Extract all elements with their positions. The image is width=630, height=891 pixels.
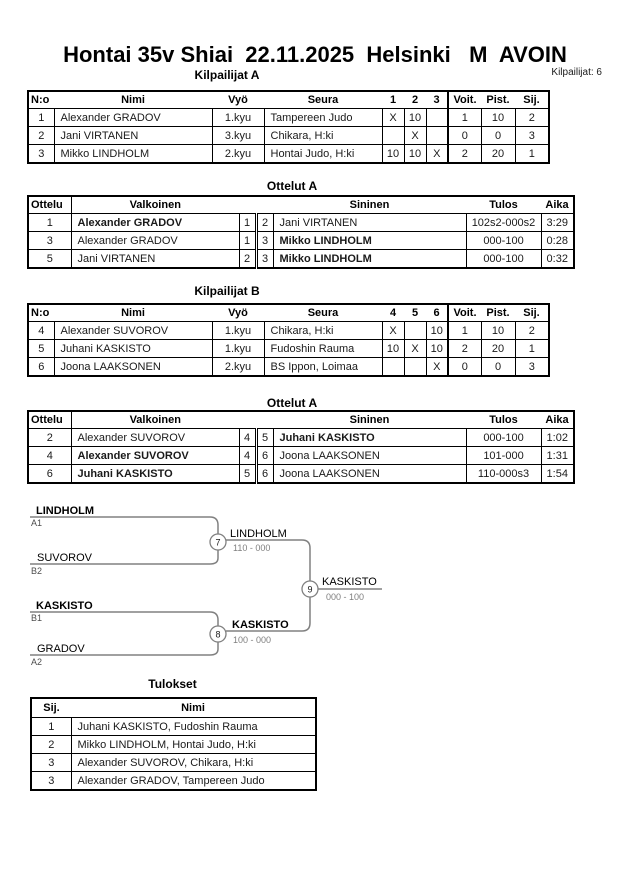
match-8-number: 8 [215,629,221,640]
blue-name-cell: Mikko LINDHOLM [273,232,466,250]
time-cell: 0:28 [541,232,574,250]
match-7-number: 7 [215,537,221,548]
competitor-no-cell: 2 [28,127,54,145]
pool-b-title: Kilpailijat B [194,284,260,298]
col-header-belt: Vyö [228,307,248,319]
white-name-cell: Alexander SUVOROV [71,447,239,465]
result-cell: 10 [404,145,426,164]
belt-cell: 2.kyu [212,145,264,164]
white-name-cell: Alexander GRADOV [71,232,239,250]
club-cell: Hontai Judo, H:ki [264,145,382,164]
col-header-blue: Sininen [349,199,390,211]
competitors-count-label: Kilpailijat: 6 [551,67,602,78]
pool-a-table [27,90,550,164]
bracket-score: 110 - 000 [233,543,271,553]
time-cell: 1:02 [541,429,574,447]
pool-a-title: Kilpailijat A [194,68,260,82]
result-cell: X [404,127,426,145]
competitor-name-cell: Jani VIRTANEN [54,127,212,145]
col-header-r2: 2 [411,94,419,106]
col-header-r3: 6 [433,307,440,319]
bracket-score: 100 - 000 [233,635,272,645]
competitor-no-cell: 3 [28,145,54,164]
place-cell: 1 [515,340,549,358]
competitor-no-cell: 1 [28,109,54,127]
result-name-cell: Juhani KASKISTO, Fudoshin Rauma [71,718,316,736]
points-cell: 20 [481,340,515,358]
col-header-r1: 4 [389,307,397,319]
col-header-result: Tulos [489,414,518,426]
result-cell: 10 [404,109,426,127]
col-header-spacer [239,411,256,429]
wins-cell: 2 [448,145,481,164]
result-cell: 10 [382,340,404,358]
belt-cell: 2.kyu [212,358,264,377]
col-header-white: Valkoinen [71,411,239,429]
result-cell: X [382,109,404,127]
points-cell: 20 [481,145,515,164]
time-cell: 1:31 [541,447,574,465]
matches-a-title: Ottelut A [266,179,318,193]
place-cell: 1 [31,718,71,736]
club-cell: BS Ippon, Loimaa [264,358,382,377]
match-no-cell: 4 [28,447,71,465]
club-cell: Chikara, H:ki [264,322,382,340]
white-name-cell: Jani VIRTANEN [71,250,239,269]
competitor-name-cell: Alexander GRADOV [54,109,212,127]
col-header-wins: Voit. [448,304,481,322]
blue-name-cell: Jani VIRTANEN [273,214,466,232]
wins-cell: 0 [448,358,481,377]
time-cell: 3:29 [541,214,574,232]
table-row [28,214,574,232]
blue-no-cell: 6 [256,465,273,484]
white-no-cell: 2 [239,250,256,269]
elimination-bracket [0,495,630,675]
table-row [28,127,549,145]
wins-cell: 0 [448,127,481,145]
match-no-cell: 3 [28,232,71,250]
competitor-no-cell: 5 [28,340,54,358]
result-cell [382,358,404,377]
blue-name-cell: Juhani KASKISTO [273,429,466,447]
bracket-champion: KASKISTO [322,576,377,588]
place-cell: 3 [31,754,71,772]
white-no-cell: 1 [239,232,256,250]
result-cell [426,109,448,127]
matches-b-table [27,410,575,484]
bracket-seed: A1 [31,518,43,528]
table-row [28,322,549,340]
bracket-score: 000 - 100 [326,592,365,602]
white-no-cell: 1 [239,214,256,232]
points-cell: 0 [481,358,515,377]
header-row [28,304,549,322]
result-cell: X [426,358,448,377]
bracket-winner: LINDHOLM [230,528,287,540]
blue-name-cell: Joona LAAKSONEN [273,465,466,484]
table-row [28,250,574,269]
points-cell: 10 [481,322,515,340]
bracket-seed: B2 [31,566,43,576]
match-9-number: 9 [307,584,313,595]
col-header-club: Seura [307,307,339,319]
blue-no-cell: 6 [256,447,273,465]
belt-cell: 3.kyu [212,127,264,145]
white-name-cell: Alexander SUVOROV [71,429,239,447]
col-header-wins: Voit. [448,91,481,109]
col-header-blue: Sininen [349,414,390,426]
col-header-name: Nimi [121,94,145,106]
col-header-spacer [239,196,256,214]
blue-no-cell: 3 [256,232,273,250]
results-title: Tulokset [148,677,197,691]
result-cell [404,322,426,340]
col-header-no: N:o [31,94,50,106]
result-cell: X [404,340,426,358]
points-cell: 10 [481,109,515,127]
result-cell: 000-100 [466,429,541,447]
white-name-cell: Alexander GRADOV [71,214,239,232]
result-cell [426,127,448,145]
match-no-cell: 1 [28,214,71,232]
competitor-name-cell: Mikko LINDHOLM [54,145,212,164]
match-no-cell: 5 [28,250,71,269]
results-table [30,697,317,791]
col-header-white: Valkoinen [71,196,239,214]
col-header-match: Ottelu [31,414,63,426]
table-row [28,232,574,250]
table-row [28,429,574,447]
club-cell: Chikara, H:ki [264,127,382,145]
place-cell: 2 [515,109,549,127]
belt-cell: 1.kyu [212,340,264,358]
club-cell: Tampereen Judo [264,109,382,127]
table-row [31,772,316,791]
col-header-time: Aika [545,414,569,426]
wins-cell: 1 [448,109,481,127]
col-header-spacer [256,411,273,429]
result-cell: X [382,322,404,340]
wins-cell: 1 [448,322,481,340]
time-cell: 1:54 [541,465,574,484]
bracket-line [30,517,218,534]
col-header-r3: 3 [433,94,440,106]
pool-b-table [27,303,550,377]
place-cell: 2 [515,322,549,340]
place-cell: 3 [515,127,549,145]
col-header-points: Pist. [486,94,510,106]
col-header-result: Tulos [489,199,518,211]
header-row [28,91,549,109]
blue-no-cell: 2 [256,214,273,232]
competitor-no-cell: 6 [28,358,54,377]
blue-no-cell: 5 [256,429,273,447]
bracket-seed: A2 [31,657,43,667]
white-name-cell: Juhani KASKISTO [71,465,239,484]
bracket-competitor: LINDHOLM [36,505,95,517]
result-cell: 110-000s3 [466,465,541,484]
result-name-cell: Alexander GRADOV, Tampereen Judo [71,772,316,791]
table-row [31,718,316,736]
white-no-cell: 5 [239,465,256,484]
header-row [28,196,574,214]
col-header-belt: Vyö [228,94,248,106]
result-cell: 000-100 [466,250,541,269]
belt-cell: 1.kyu [212,322,264,340]
white-no-cell: 4 [239,447,256,465]
table-row [28,358,549,377]
place-cell: 1 [515,145,549,164]
competitor-no-cell: 4 [28,322,54,340]
col-header-r2: 5 [411,307,419,319]
col-header-spacer [256,196,273,214]
time-cell: 0:32 [541,250,574,269]
bracket-competitor: KASKISTO [36,600,93,612]
place-cell: 3 [515,358,549,377]
competitor-name-cell: Juhani KASKISTO [54,340,212,358]
competitor-name-cell: Alexander SUVOROV [54,322,212,340]
result-cell: 101-000 [466,447,541,465]
result-cell: 10 [426,322,448,340]
match-no-cell: 6 [28,465,71,484]
table-row [28,465,574,484]
col-header-time: Aika [545,199,569,211]
table-row [28,447,574,465]
header-row [28,411,574,429]
blue-name-cell: Mikko LINDHOLM [273,250,466,269]
col-header-match: Ottelu [31,199,63,211]
matches-b-title: Ottelut A [266,396,318,410]
result-name-cell: Alexander SUVOROV, Chikara, H:ki [71,754,316,772]
white-no-cell: 4 [239,429,256,447]
col-header-club: Seura [307,94,339,106]
bracket-competitor: SUVOROV [37,552,93,564]
col-header-name: Nimi [181,702,205,714]
points-cell: 0 [481,127,515,145]
competitor-name-cell: Joona LAAKSONEN [54,358,212,377]
col-header-no: N:o [31,307,50,319]
result-cell [382,127,404,145]
belt-cell: 1.kyu [212,109,264,127]
col-header-place: Sij. [523,94,540,106]
table-row [31,736,316,754]
bracket-winner: KASKISTO [232,619,289,631]
col-header-points: Pist. [486,307,510,319]
result-cell: 10 [426,340,448,358]
table-row [31,754,316,772]
match-no-cell: 2 [28,429,71,447]
result-cell [404,358,426,377]
header-row [31,698,316,718]
place-cell: 3 [31,772,71,791]
result-cell: X [426,145,448,164]
place-cell: 2 [31,736,71,754]
table-row [28,109,549,127]
col-header-place: Sij. [43,702,60,714]
bracket-competitor: GRADOV [37,643,85,655]
bracket-seed: B1 [31,613,43,623]
page-title: Hontai 35v Shiai 22.11.2025 Helsinki M AVOIN [63,42,567,67]
col-header-name: Nimi [121,307,145,319]
result-cell: 000-100 [466,232,541,250]
col-header-r1: 1 [389,94,397,106]
table-row [28,340,549,358]
club-cell: Fudoshin Rauma [264,340,382,358]
col-header-place: Sij. [523,307,540,319]
blue-name-cell: Joona LAAKSONEN [273,447,466,465]
table-row [28,145,549,164]
matches-a-table [27,195,575,269]
result-name-cell: Mikko LINDHOLM, Hontai Judo, H:ki [71,736,316,754]
wins-cell: 2 [448,340,481,358]
bracket-line [30,612,218,626]
result-cell: 102s2-000s2 [466,214,541,232]
blue-no-cell: 3 [256,250,273,269]
result-cell: 10 [382,145,404,164]
